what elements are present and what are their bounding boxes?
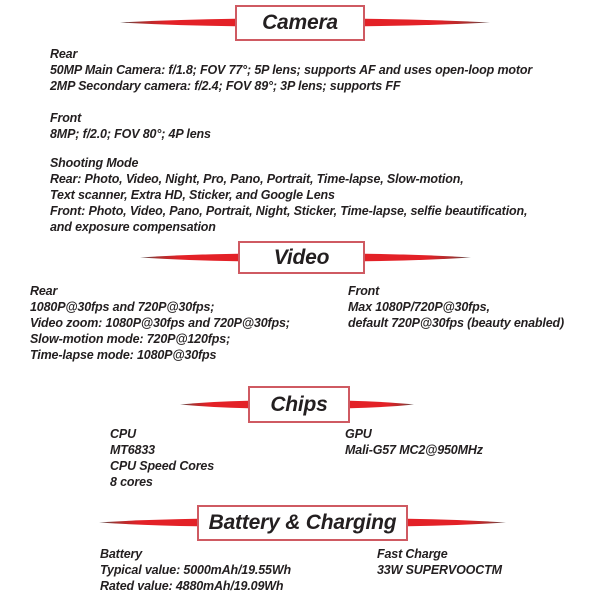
spec-line: and exposure compensation [50, 220, 216, 234]
spec-line: Mali-G57 MC2@950MHz [345, 443, 483, 457]
battery-column [100, 546, 291, 594]
divider-arrow-left-icon [180, 399, 248, 410]
battery-section-title: Battery & Charging [208, 511, 397, 534]
divider-arrow-right-icon [350, 399, 414, 410]
spec-line: 8 cores [110, 475, 153, 489]
chips-section-title: Chips [270, 392, 328, 416]
spec-line: 33W SUPERVOOCTM [377, 563, 502, 577]
camera-front-block [50, 110, 211, 142]
fast-charge-column [377, 546, 502, 578]
spec-line: Front [348, 284, 380, 298]
spec-line: GPU [345, 427, 372, 441]
spec-line: Time-lapse mode: 1080P@30fps [30, 348, 217, 362]
spec-line: 2MP Secondary camera: f/2.4; FOV 89°; 3P lens; supports FF [50, 79, 401, 93]
spec-line: Rear [30, 284, 58, 298]
spec-line: 50MP Main Camera: f/1.8; FOV 77°; 5P lens; supports AF and uses open-loop motor [50, 63, 533, 77]
spec-line: 1080P@30fps and 720P@30fps; [30, 300, 215, 314]
divider-arrow-left-icon [140, 252, 238, 263]
spec-line: Rear: Photo, Video, Night, Pro, Pano, Portrait, Time-lapse, Slow-motion, [50, 172, 464, 186]
spec-line: Front: Photo, Video, Pano, Portrait, Night, Sticker, Time-lapse, selfie beautification, [50, 204, 528, 218]
divider-arrow-right-icon [408, 517, 506, 528]
divider-arrow-left-icon [120, 17, 235, 28]
spec-line: CPU [110, 427, 136, 441]
spec-line: Video zoom: 1080P@30fps and 720P@30fps; [30, 316, 290, 330]
spec-line: Rated value: 4880mAh/19.09Wh [100, 579, 284, 593]
spec-line: Front [50, 111, 82, 125]
video-title-box [238, 241, 365, 274]
divider-arrow-right-icon [365, 17, 490, 28]
spec-line: Rear [50, 47, 78, 61]
spec-line: Battery [100, 547, 143, 561]
spec-line: Fast Charge [377, 547, 448, 561]
camera-title-box [235, 5, 365, 41]
chips-gpu-column [345, 426, 483, 458]
spec-line: default 720P@30fps (beauty enabled) [348, 316, 565, 330]
spec-line: Typical value: 5000mAh/19.55Wh [100, 563, 291, 577]
chips-title-box [248, 386, 350, 423]
camera-rear-block [50, 46, 532, 94]
chips-cpu-column [110, 426, 214, 490]
divider-arrow-right-icon [365, 252, 471, 263]
spec-line: Text scanner, Extra HD, Sticker, and Google Lens [50, 188, 335, 202]
video-rear-column [30, 283, 290, 363]
video-front-column [348, 283, 564, 331]
camera-shooting-mode-block [50, 155, 527, 235]
camera-section-title: Camera [262, 11, 338, 34]
spec-line: 8MP; f/2.0; FOV 80°; 4P lens [50, 127, 211, 141]
spec-line: Shooting Mode [50, 156, 139, 170]
spec-line: Max 1080P/720P@30fps, [348, 300, 490, 314]
spec-line: MT6833 [110, 443, 155, 457]
battery-title-box [197, 505, 408, 541]
video-section-title: Video [273, 245, 330, 269]
divider-arrow-left-icon [99, 517, 197, 528]
spec-line: CPU Speed Cores [110, 459, 215, 473]
spec-line: Slow-motion mode: 720P@120fps; [30, 332, 231, 346]
